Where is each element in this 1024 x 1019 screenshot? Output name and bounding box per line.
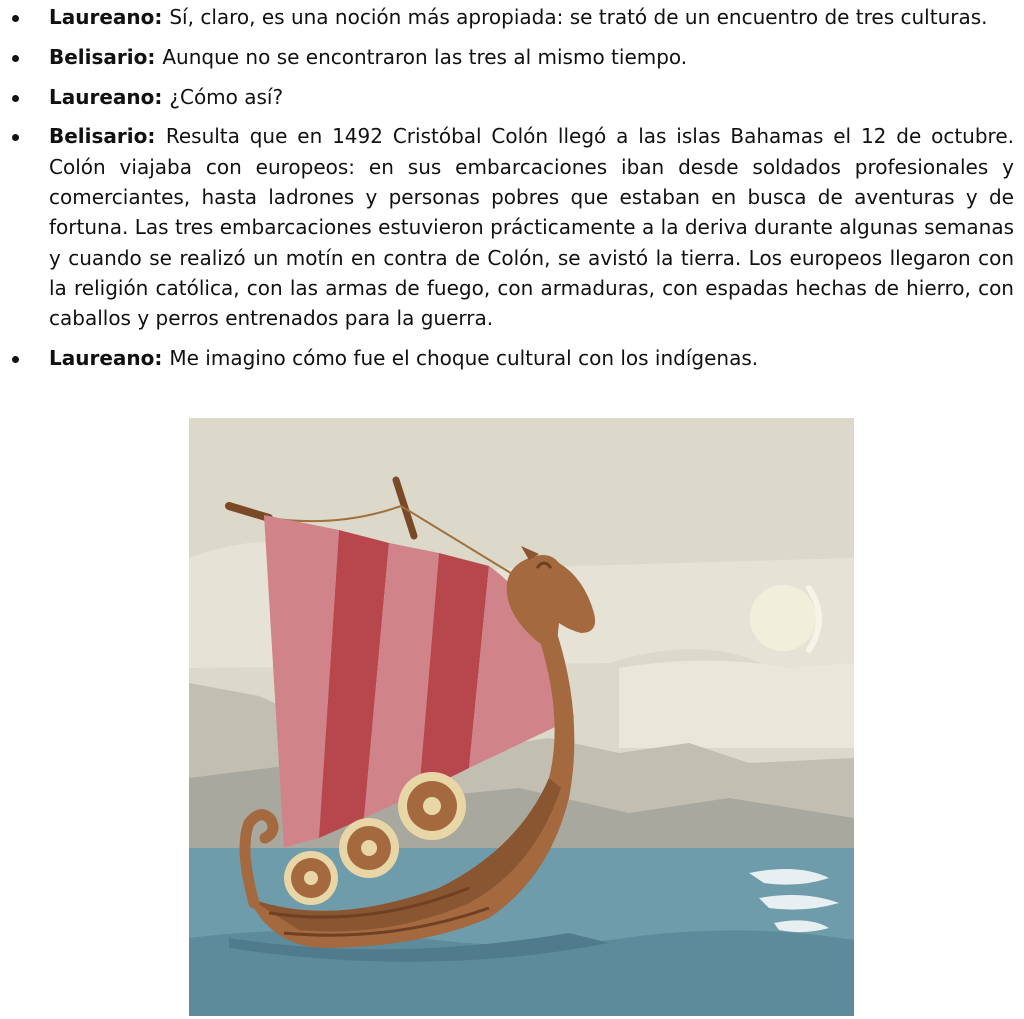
dialogue-text: Me imagino cómo fue el choque cultural con los indígenas. bbox=[169, 345, 759, 370]
dialogue-text: Resulta que en 1492 Cristóbal Colón llegó a las islas Bahamas el 12 de octubre. Colón viajaba con europeos: en sus embarcaciones iban desde soldados profesionales y comerciantes, hasta ladrones y personas pobres que estaban en busca de aventuras y de fortuna. Las tres embarcaciones estuvieron prácticamente a la deriva durante algunas semanas y cuando se realizó un motín en contra de Colón, se avistó la tierra. Los europeos llegaron con la religión católica, con las armas de fuego, con armaduras, con espadas hechas de hierro, con caballos y perros entrenados para la guerra. bbox=[49, 124, 1014, 331]
dialogue-text: Aunque no se encontraron las tres al mismo tiempo. bbox=[162, 44, 688, 69]
speaker-name: Belisario: bbox=[49, 124, 156, 149]
dialogue-item bbox=[0, 2, 1014, 32]
bullet-icon bbox=[12, 55, 19, 62]
viking-ship-image bbox=[189, 418, 854, 1016]
moon-icon bbox=[750, 585, 816, 651]
dialogue-item bbox=[0, 121, 1014, 333]
speaker-name: Laureano: bbox=[49, 5, 163, 29]
speaker-name: Laureano: bbox=[49, 84, 163, 109]
dialogue-item bbox=[0, 42, 1014, 72]
speaker-name: Belisario: bbox=[49, 44, 156, 69]
cloud-band bbox=[619, 661, 854, 749]
dialogue-item bbox=[0, 82, 1014, 112]
shield-icon bbox=[398, 772, 466, 840]
dialogue-item bbox=[0, 343, 1014, 373]
bullet-icon bbox=[12, 356, 19, 363]
viking-ship-illustration bbox=[189, 418, 854, 1016]
speaker-name: Laureano: bbox=[49, 345, 163, 370]
shield-icon bbox=[339, 818, 399, 878]
dialogue-text: ¿Cómo así? bbox=[169, 84, 284, 109]
dialogue-list bbox=[0, 2, 1014, 383]
dialogue-text: Sí, claro, es una noción más apropiada: se trató de un encuentro de tres culturas. bbox=[169, 5, 988, 29]
bullet-icon bbox=[12, 134, 19, 141]
shield-icon bbox=[284, 851, 338, 905]
bullet-icon bbox=[12, 95, 19, 102]
bullet-icon bbox=[12, 15, 19, 22]
